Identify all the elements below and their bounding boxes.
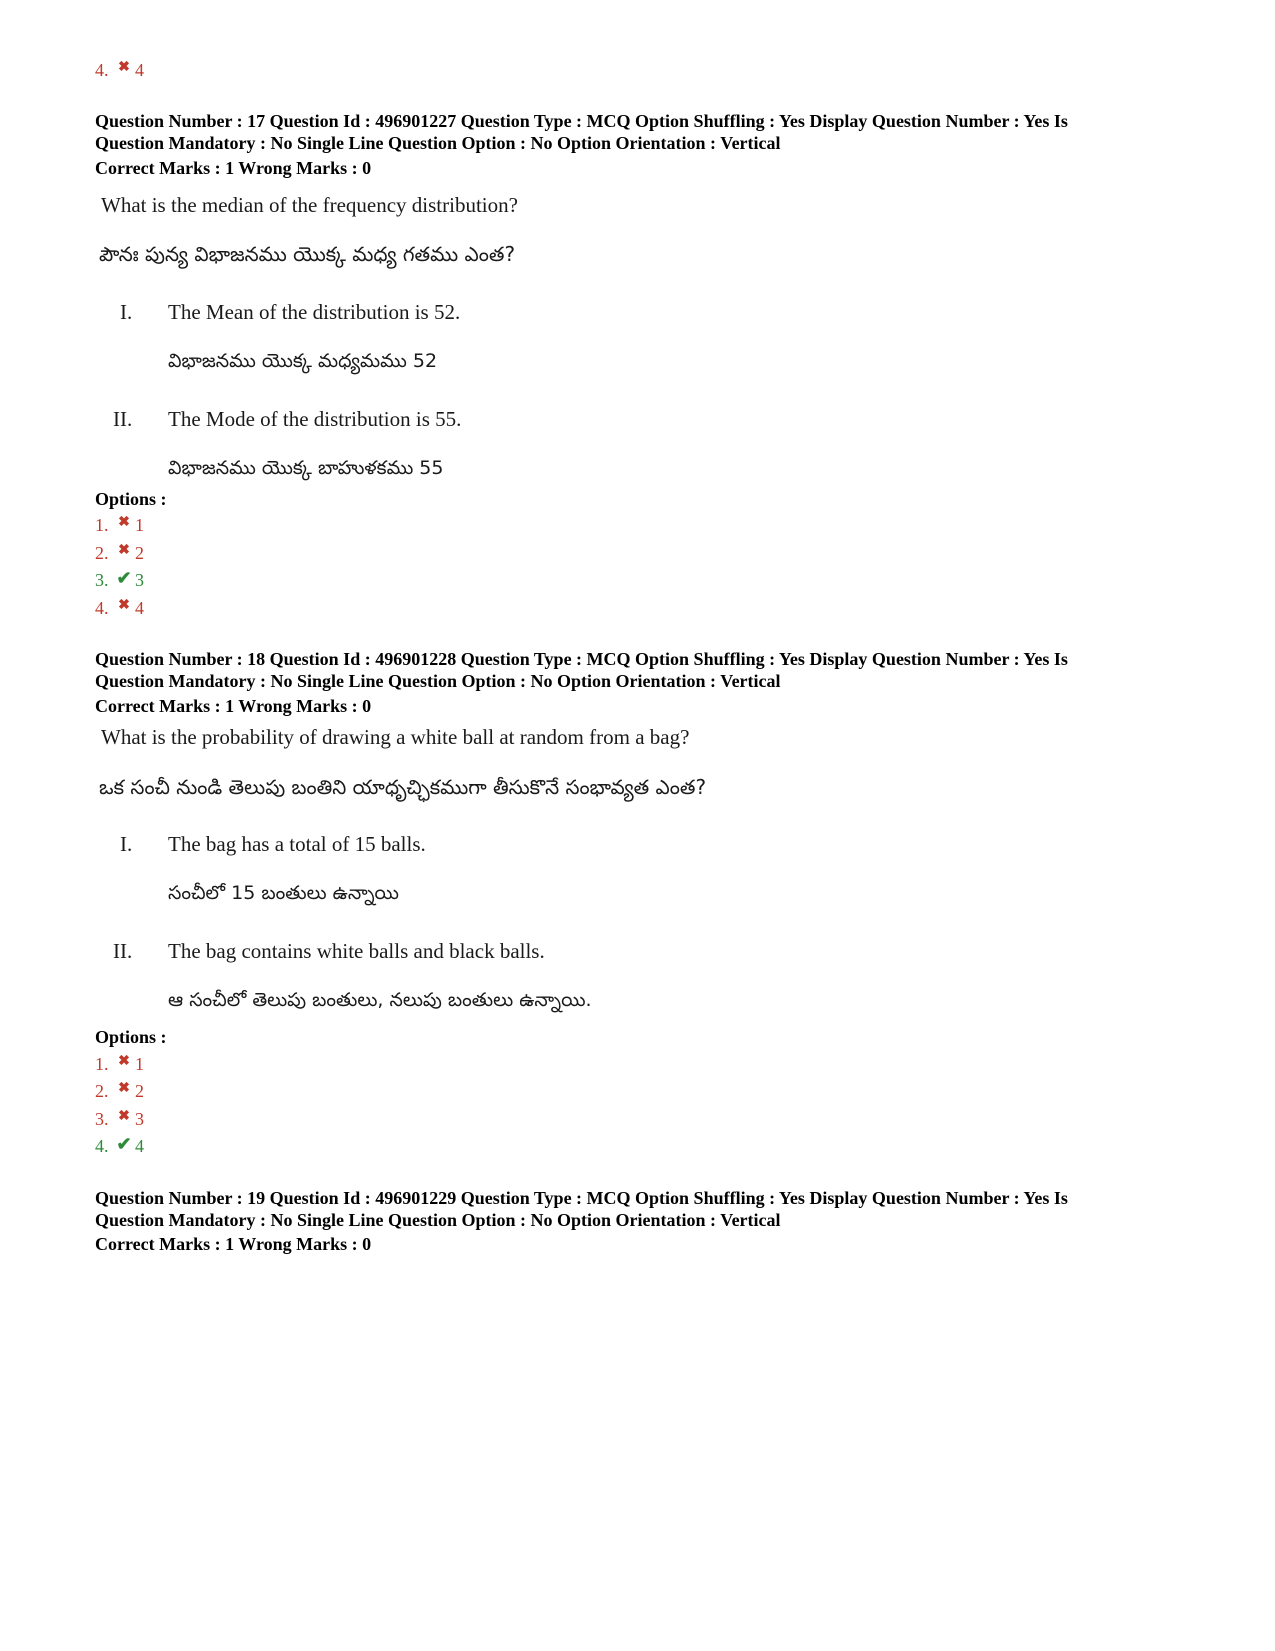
option-4: 4. ✖ 4 <box>95 598 144 618</box>
statement-en: The Mode of the distribution is 55. <box>168 407 462 431</box>
statement-roman: I. <box>120 832 133 856</box>
option-1: 1. ✖ 1 <box>95 515 144 535</box>
question-19-meta: Question Number : 19 Question Id : 496901229 Question Type : MCQ Option Shuffling : Yes Display Question Number : Yes Is Question Mandatory : No Single Line Question Option : No Option Orientation : Vertical <box>95 1188 1068 1230</box>
cross-icon: ✖ <box>118 598 130 613</box>
cross-icon: ✖ <box>118 1109 130 1124</box>
statement-te: విభాజనము యొక్క మధ్యమము 52 <box>168 350 438 372</box>
question-17-meta: Question Number : 17 Question Id : 496901227 Question Type : MCQ Option Shuffling : Yes Display Question Number : Yes Is Question Mandatory : No Single Line Question Option : No Option Orientation : Vertical <box>95 111 1068 153</box>
statement-en: The bag contains white balls and black balls. <box>168 939 545 963</box>
cross-icon: ✖ <box>118 1081 130 1096</box>
question-17-marks: Correct Marks : 1 Wrong Marks : 0 <box>95 158 372 178</box>
question-19-marks: Correct Marks : 1 Wrong Marks : 0 <box>95 1234 372 1254</box>
cross-icon: ✖ <box>118 1054 130 1069</box>
question-17-text-te: పౌనః పున్య విభాజనము యొక్క మధ్య గతము ఎంత? <box>99 242 516 266</box>
statement-roman: II. <box>113 407 133 431</box>
option-3: 3. ✖ 3 <box>95 1109 144 1129</box>
question-18-text-en: What is the probability of drawing a white ball at random from a bag? <box>101 725 690 749</box>
question-17-text-en: What is the median of the frequency distribution? <box>101 193 518 217</box>
statement-en: The Mean of the distribution is 52. <box>168 300 461 324</box>
prev-option-4: 4. ✖ 4 <box>95 60 144 80</box>
statement-te: విభాజనము యొక్క బాహుళకము 55 <box>168 457 444 479</box>
cross-icon: ✖ <box>118 543 130 558</box>
question-18-marks: Correct Marks : 1 Wrong Marks : 0 <box>95 696 372 716</box>
options-label: Options : <box>95 489 167 509</box>
statement-roman: I. <box>120 300 133 324</box>
question-18-meta: Question Number : 18 Question Id : 496901228 Question Type : MCQ Option Shuffling : Yes Display Question Number : Yes Is Question Mandatory : No Single Line Question Option : No Option Orientation : Vertical <box>95 649 1068 691</box>
option-4: 4. ✔ 4 <box>95 1134 144 1156</box>
statement-te: ఆ సంచీలో తెలుపు బంతులు, నలుపు బంతులు ఉన్నాయి. <box>168 989 592 1011</box>
cross-icon: ✖ <box>118 515 130 530</box>
question-18-text-te: ఒక సంచీ నుండి తెలుపు బంతిని యాధృచ్ఛికముగా తీసుకొనే సంభావ్యత ఎంత? <box>99 775 707 799</box>
options-label: Options : <box>95 1027 167 1047</box>
option-3: 3. ✔ 3 <box>95 568 144 590</box>
check-icon: ✔ <box>116 1134 132 1154</box>
option-2: 2. ✖ 2 <box>95 543 144 563</box>
statement-roman: II. <box>113 939 133 963</box>
option-1: 1. ✖ 1 <box>95 1054 144 1074</box>
check-icon: ✔ <box>116 568 132 588</box>
option-2: 2. ✖ 2 <box>95 1081 144 1101</box>
statement-te: సంచీలో 15 బంతులు ఉన్నాయి <box>168 882 399 904</box>
cross-icon: ✖ <box>118 60 130 75</box>
statement-en: The bag has a total of 15 balls. <box>168 832 426 856</box>
